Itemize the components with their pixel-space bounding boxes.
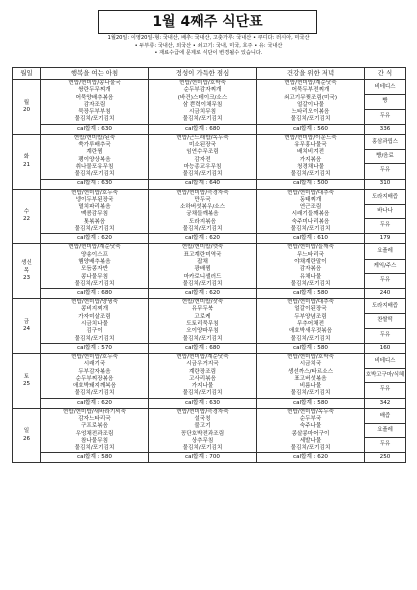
breakfast-cell	[41, 244, 149, 289]
dish-item: 현밥/근드래밥/녹두죽	[176, 134, 229, 141]
dish-item: 꽁단호박전과조림	[180, 430, 225, 437]
day-label-line: 수	[23, 209, 30, 216]
day-meal-row	[13, 189, 406, 234]
dish-item: 궁채들깨볶음	[186, 211, 219, 218]
calorie-total: cal합계 : 620	[41, 234, 149, 244]
breakfast-cell	[41, 408, 149, 453]
dish-item: 가지볶음	[299, 156, 322, 163]
dish-item: 현밥/현미밥/이운드죽	[284, 134, 337, 141]
dish-item: 콩나물무침	[80, 273, 109, 280]
dish-item: (바건)스테이크/소스	[177, 94, 228, 101]
header-date: 월일	[13, 68, 41, 80]
dish-item: 계란장조림	[188, 368, 217, 375]
dish-item: 현밥/현미밥/콩나물국	[68, 80, 121, 86]
day-label-line: 23	[22, 274, 31, 281]
snack-cell	[365, 134, 406, 179]
dish-item: 감자볶음	[299, 266, 322, 273]
dish-item: 도토리묵무침	[186, 321, 219, 328]
note-line: • 두부류: 국내산, 외국산 • 쇠고기: 국내, 미국, 호주 • 유: 국내산	[134, 42, 283, 49]
day-label-line: 20	[22, 106, 31, 113]
dish-item: 물김치/포기김치	[182, 445, 223, 452]
dish-item: 광배찜	[194, 266, 211, 273]
dish-item: 고로케	[194, 313, 211, 320]
dish-item: 톳볶볶음	[83, 218, 106, 225]
dinner-cell	[257, 408, 365, 453]
dish-item: 묵장두부부침	[78, 109, 111, 116]
day-label-line: 월	[23, 99, 30, 106]
dinner-cell	[257, 244, 365, 289]
dish-item: 동태찌개	[299, 196, 322, 203]
lunch-cell	[149, 244, 257, 289]
lunch-cell	[149, 80, 257, 125]
dish-item: 쇠고기무찢조림(미국)	[284, 94, 337, 101]
dish-item: 물김치/포기김치	[290, 390, 331, 397]
dish-item: 표고버섯볶음	[294, 375, 327, 382]
header-breakfast: 행복을 여는 아침	[41, 68, 149, 80]
dish-item: 현밥/현미밥/즉경자죽	[176, 189, 229, 196]
dish-item: 양송이스프	[80, 251, 109, 258]
dish-item: 유채나물	[299, 273, 322, 280]
dish-item: 현밥/현미밥/된죽	[73, 134, 116, 141]
page-title: 1월 4째주 식단표	[98, 10, 317, 34]
snack-cell	[365, 299, 406, 344]
dish-item: 현밥/현미밥/계순닷죽	[284, 80, 337, 86]
dish-item: 시래기들깨볶음	[291, 211, 330, 218]
dish-item: 느타리오이볶음	[291, 109, 330, 116]
calorie-total: cal합계 : 640	[149, 179, 257, 189]
dish-item: 숙주나물	[299, 423, 322, 430]
dish-item: 김구이	[86, 328, 103, 335]
menu-body	[13, 80, 406, 463]
dish-item: 유무홍나물국	[294, 142, 327, 149]
calorie-total: cal합계 : 610	[257, 234, 365, 244]
dish-item: 어묵두부전찌개	[291, 87, 330, 94]
dinner-cell	[257, 189, 365, 234]
calorie-total: cal합계 : 700	[149, 453, 257, 463]
dish-item: 만두국	[194, 196, 211, 203]
dish-item: 잡채	[197, 258, 208, 265]
snack-item: 두유	[379, 331, 391, 338]
dish-item: 불고기	[194, 423, 211, 430]
dish-item: 마능종교우무침	[183, 163, 222, 170]
breakfast-cell	[41, 299, 149, 344]
day-label-line: 26	[22, 435, 31, 442]
dinner-cell	[257, 80, 365, 125]
dish-item: 감자느타리국	[78, 415, 111, 422]
dish-item: 얼갈이나물	[296, 101, 325, 108]
dish-item: 현밥/현미밥/대추죽	[287, 299, 334, 306]
breakfast-cell	[41, 189, 149, 234]
dish-item: 물김치/포기김치	[182, 335, 223, 342]
dish-item: 세발나물	[299, 437, 322, 444]
dish-item: 현밥/현미밥/잣죽	[181, 299, 224, 306]
dish-item: 팽이양상복음	[78, 156, 111, 163]
dish-item: 상추무침	[191, 437, 214, 444]
snack-item: 호박고구마/식혜	[365, 369, 405, 383]
snack-item: 바나나	[365, 205, 405, 219]
calorie-total: cal합계 : 580	[257, 343, 365, 353]
snack-item: 빵/음료	[365, 150, 405, 164]
dish-item: 가자미살조림	[78, 313, 111, 320]
snack-item: 두유	[379, 441, 391, 448]
dish-item: 물김치/포기김치	[182, 116, 223, 123]
calorie-total: cal합계 : 680	[149, 343, 257, 353]
calorie-total: cal합계 : 620	[41, 398, 149, 408]
day-calorie-row	[13, 453, 406, 463]
dish-item: 고사리볶음	[188, 375, 217, 382]
dish-item: 시금치나물	[80, 321, 109, 328]
snack-cell	[365, 408, 406, 453]
note-line: 1월20일: 이영20일-형: 국내산, 배추: 국내산, 고춧가루: 국내산 • 쿠디다: 러시아, 미국산	[107, 35, 310, 41]
calorie-total: cal합계 : 630	[41, 124, 149, 134]
snack-item: 홍삼과립스	[365, 136, 405, 150]
dish-item: 계란찜	[86, 149, 103, 156]
snack-item: 도라지배즙	[365, 300, 405, 314]
dish-item: 시금치국	[299, 361, 322, 368]
snack-calorie: 179	[365, 234, 406, 244]
header-snack: 간 식	[365, 68, 406, 80]
dish-item: 쑥가루배추국	[78, 142, 111, 149]
dish-item: 물김치/포기김치	[182, 171, 223, 178]
calorie-total: cal합계 : 630	[41, 179, 149, 189]
day-calorie-row	[13, 398, 406, 408]
header-row	[13, 68, 406, 80]
snack-item: 빵	[365, 95, 405, 109]
day-label-line: 목	[23, 267, 30, 274]
day-meal-row	[13, 299, 406, 344]
dish-item: 콩비지찌개	[80, 306, 109, 313]
dish-item: 물김치/포기김치	[74, 335, 115, 342]
calorie-total: cal합계 : 500	[257, 179, 365, 189]
snack-item: 두유	[379, 167, 391, 174]
dish-item: 현밥/현미밥/계순닷죽	[176, 353, 229, 360]
dish-item: 애호박새우젓볶음	[288, 328, 333, 335]
day-meal-row	[13, 244, 406, 289]
day-label	[13, 189, 41, 244]
dish-item: 물김치/포기김치	[74, 226, 115, 233]
day-calorie-row	[13, 179, 406, 189]
calorie-total: cal합계 : 580	[41, 453, 149, 463]
dish-item: 현밥/현미밥/들깨죽	[287, 244, 334, 251]
dish-item: 현밥/현미밥/녹두죽	[287, 408, 334, 415]
snack-cell	[365, 189, 406, 234]
dish-item: 두부감자볶음	[78, 368, 111, 375]
snack-item: 비테디스	[365, 81, 405, 95]
dish-item: 마카로니샐러드	[183, 273, 222, 280]
dish-item: 무추어채전	[296, 321, 325, 328]
dish-item: 현밥/현미밥/깻죽	[181, 244, 224, 251]
dish-item: 소하버섯볶우/소스	[179, 204, 226, 211]
dinner-cell	[257, 134, 365, 179]
calorie-total: cal합계 : 580	[257, 398, 365, 408]
dish-item: 햄양배추볶음	[78, 258, 111, 265]
origin-notes	[12, 35, 405, 58]
dish-item: 현밥/현미밥/호두죽	[71, 353, 118, 360]
dish-item: 가지나물	[191, 383, 214, 390]
dish-item: 물김치/포기김치	[290, 116, 331, 123]
day-label-line: 24	[22, 326, 31, 333]
dish-item: 유무두북	[191, 306, 214, 313]
breakfast-cell	[41, 80, 149, 125]
dish-item: 얼갈이된장국	[294, 306, 327, 313]
dish-item: 비름나물	[299, 383, 322, 390]
dish-item: 현밥/현미밥/계순닷죽	[68, 244, 121, 251]
dish-item: 물김치/포기김치	[290, 335, 331, 342]
note-line: • 재료수급에 문제로 식단이 변경될수 있습니다.	[154, 50, 263, 57]
day-label	[13, 134, 41, 189]
dish-item: 삼 쁜력이채무침	[182, 101, 223, 108]
day-label	[13, 353, 41, 408]
dish-item: 청경채나물	[296, 163, 325, 170]
day-label-line: 금	[23, 318, 30, 325]
dish-item: 숙주미나리볶음	[291, 218, 330, 225]
day-calorie-row	[13, 124, 406, 134]
calorie-total: cal합계 : 620	[257, 453, 365, 463]
dish-item: 물김치/포기김치	[74, 171, 115, 178]
snack-item: 두유	[379, 112, 391, 119]
breakfast-cell	[41, 134, 149, 179]
day-label	[13, 80, 41, 135]
snack-cell	[365, 353, 406, 398]
dish-item: 감자전	[194, 156, 211, 163]
lunch-cell	[149, 408, 257, 453]
day-label	[13, 299, 41, 354]
day-label	[13, 408, 41, 463]
snack-item: 두유	[379, 386, 391, 393]
calorie-total: cal합계 : 570	[41, 343, 149, 353]
dish-item: 감자조림	[83, 101, 106, 108]
snack-calorie: 310	[365, 179, 406, 189]
dish-item: 오이양파무침	[186, 328, 219, 335]
snack-item: 요플레	[365, 245, 405, 259]
dish-item: 맥콤감무침	[80, 211, 109, 218]
dish-item: 구프로볶음	[80, 423, 109, 430]
dish-item: 순두부찌장볶음	[75, 375, 114, 382]
day-meal-row	[13, 353, 406, 398]
header-lunch: 정성이 가득한 점심	[149, 68, 257, 80]
dish-item: 물김치/포기김치	[74, 280, 115, 287]
snack-calorie: 160	[365, 343, 406, 353]
dish-item: 무느타리국	[296, 251, 325, 258]
snack-item: 요플레	[365, 424, 405, 438]
day-label-line: 25	[22, 380, 31, 387]
snack-cell	[365, 244, 406, 289]
day-label-line: 22	[22, 216, 31, 223]
dish-item: 미소된장국	[188, 142, 217, 149]
dish-item: 넹이두부된장국	[75, 196, 114, 203]
dish-item: 시래기국	[83, 361, 106, 368]
calorie-total: cal합계 : 680	[41, 289, 149, 299]
dish-item: 현밥/현미밥/새바라기씨죽	[62, 408, 127, 415]
dish-item: 순두부국	[299, 415, 322, 422]
dish-item: 물김치/포기김치	[74, 116, 115, 123]
day-label-line: 일	[23, 428, 30, 435]
day-meal-row	[13, 134, 406, 179]
snack-calorie: 336	[365, 124, 406, 134]
snack-item: 두유	[379, 222, 391, 229]
dish-item: 물김치/포기김치	[182, 390, 223, 397]
dish-item: 현밥/현미밥/즉경자죽	[176, 408, 229, 415]
calorie-total: cal합계 : 560	[257, 124, 365, 134]
dish-item: 우엉채전과조림	[75, 430, 114, 437]
header-dinner: 건강을 위한 저녁	[257, 68, 365, 80]
dinner-cell	[257, 299, 365, 344]
dish-item: 물김치/포기김치	[290, 226, 331, 233]
day-calorie-row	[13, 234, 406, 244]
dish-item: 물김치/포기김치	[290, 280, 331, 287]
dish-item: 멸치파리볶음	[78, 204, 111, 211]
dish-item: 현밥/현미밥/호박죽	[287, 353, 334, 360]
dish-item: 표고계란미역국	[183, 251, 222, 258]
dish-item: 시금치무침	[188, 109, 217, 116]
day-label-line: 토	[23, 373, 30, 380]
snack-item: 배즙	[365, 410, 405, 424]
dish-item: 배치비겨전	[296, 149, 325, 156]
dish-item: 연근조림	[299, 204, 322, 211]
snack-item: 비테디스	[365, 355, 405, 369]
dish-item: 두부양념조림	[294, 313, 327, 320]
dish-item: 현밥/현미밥/양꿩죽	[71, 299, 118, 306]
calorie-total: cal합계 : 580	[257, 289, 365, 299]
day-calorie-row	[13, 289, 406, 299]
dish-item: 현밥/현미밥/호두죽	[71, 189, 118, 196]
dish-item: 임연수무조림	[186, 149, 219, 156]
dish-item: 콩살콩마어구이	[291, 430, 330, 437]
lunch-cell	[149, 299, 257, 344]
day-label	[13, 244, 41, 299]
dish-item: 야채계란말이	[294, 258, 327, 265]
dish-item: 어묵양배추볶음	[75, 94, 114, 101]
dinner-cell	[257, 353, 365, 398]
snack-calorie: 240	[365, 289, 406, 299]
day-label-line: 21	[22, 161, 31, 168]
snack-item: 찬쌀떡	[365, 314, 405, 328]
day-label-line: 화	[23, 154, 30, 161]
day-label-line: 생신	[21, 260, 32, 267]
calorie-total: cal합계 : 680	[149, 124, 257, 134]
dish-item: 모듬콩자반	[80, 266, 109, 273]
calorie-total: cal합계 : 630	[149, 398, 257, 408]
day-meal-row	[13, 408, 406, 453]
dish-item: 물김치/포기김치	[74, 445, 115, 452]
dish-item: 참나물무침	[80, 437, 109, 444]
dish-item: 물김치/포기김치	[290, 171, 331, 178]
dish-item: 시금우거지국	[186, 361, 219, 368]
dish-item: 현밥/현미밥/대추죽	[287, 189, 334, 196]
lunch-cell	[149, 189, 257, 234]
dish-item: 생선까스/타르소스	[287, 368, 334, 375]
snack-item: 케익/주스	[365, 260, 405, 274]
dish-item: 애호박돼지깨복음	[72, 383, 117, 390]
lunch-cell	[149, 134, 257, 179]
snack-calorie: 342	[365, 398, 406, 408]
dish-item: 물김치/포기김치	[290, 445, 331, 452]
breakfast-cell	[41, 353, 149, 398]
snack-calorie: 250	[365, 453, 406, 463]
dish-item: 취나물포유무침	[75, 163, 114, 170]
dish-item: 물김치/포기김치	[182, 226, 223, 233]
weekly-menu-table	[12, 67, 406, 463]
dish-item: 현밥/현미밥/호박죽	[179, 80, 226, 86]
dish-item: 설국칭	[194, 415, 211, 422]
day-meal-row	[13, 80, 406, 125]
snack-item: 두유	[379, 276, 391, 283]
calorie-total: cal합계 : 620	[149, 234, 257, 244]
day-calorie-row	[13, 343, 406, 353]
dish-item: 순두부감자찌개	[183, 87, 222, 94]
dish-item: 쌍란두무찌개	[78, 87, 111, 94]
snack-cell	[365, 80, 406, 125]
dish-item: 물김치/포기김치	[182, 280, 223, 287]
snack-item: 도라지배즙	[365, 191, 405, 205]
dish-item: 도라지볶음	[188, 218, 217, 225]
dish-item: 물김치/포기김치	[74, 390, 115, 397]
lunch-cell	[149, 353, 257, 398]
calorie-total: cal합계 : 620	[149, 289, 257, 299]
